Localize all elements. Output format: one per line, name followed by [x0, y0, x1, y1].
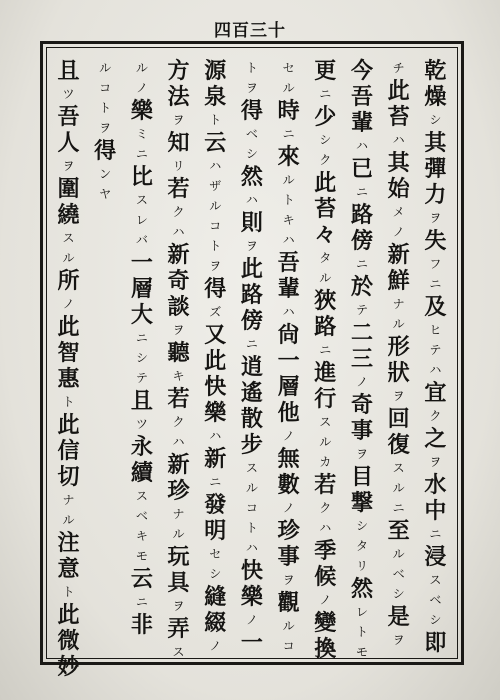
kanji-glyph: 云	[130, 566, 153, 592]
kanji-glyph: 泉	[204, 84, 227, 110]
kanji-glyph: 且	[130, 388, 153, 414]
kana-glyph: リ	[355, 559, 368, 573]
kana-glyph: ト	[99, 101, 112, 115]
vertical-text-block	[50, 58, 454, 680]
kana-glyph: ノ	[392, 225, 405, 239]
text-column-2	[384, 58, 413, 654]
kanji-glyph: 路	[314, 314, 337, 340]
kana-glyph: テ	[355, 303, 368, 317]
kanji-glyph: 換	[314, 636, 337, 662]
kana-glyph: ナ	[62, 493, 75, 507]
text-column-8	[164, 58, 193, 659]
kanji-glyph: 樂	[240, 584, 263, 610]
kana-glyph: ク	[172, 205, 185, 219]
kana-glyph: ベ	[135, 509, 148, 523]
kanji-glyph: 層	[130, 276, 153, 302]
kanji-glyph: 智	[57, 340, 80, 366]
kanji-glyph: 此	[57, 602, 80, 628]
kanji-glyph: 散	[240, 406, 263, 432]
text-column-10	[91, 58, 120, 654]
kana-glyph: ス	[429, 573, 442, 587]
kanji-glyph: 快	[204, 374, 227, 400]
kana-glyph: ト	[62, 395, 75, 409]
kanji-glyph: 新	[167, 452, 190, 478]
text-column-9	[127, 58, 156, 654]
kanji-glyph: 快	[240, 558, 263, 584]
kana-glyph: ス	[319, 415, 332, 429]
kana-glyph: ニ	[245, 337, 258, 351]
kana-glyph: ニ	[282, 127, 295, 141]
kana-glyph: ナ	[172, 507, 185, 521]
kana-glyph: ル	[392, 317, 405, 331]
kanji-glyph: 珍	[277, 518, 300, 544]
kana-glyph: ニ	[135, 595, 148, 609]
kana-glyph: フ	[429, 257, 442, 271]
kana-glyph: ツ	[135, 417, 148, 431]
kanji-glyph: 一	[240, 630, 263, 656]
kana-glyph: ヲ	[392, 633, 405, 647]
kanji-glyph: 法	[167, 84, 190, 110]
kana-glyph: ル	[282, 81, 295, 95]
kanji-glyph: 得	[204, 276, 227, 302]
kana-glyph: ニ	[392, 501, 405, 515]
kanji-glyph: 層	[277, 374, 300, 400]
kanji-glyph: 微	[57, 628, 80, 654]
kanji-glyph: 知	[167, 130, 190, 156]
kana-glyph: ス	[245, 461, 258, 475]
kana-glyph: ハ	[209, 429, 222, 443]
kana-glyph: ヒ	[429, 323, 442, 337]
kana-glyph: ヲ	[245, 239, 258, 253]
kana-glyph: チ	[392, 61, 405, 75]
kana-glyph: ヲ	[429, 211, 442, 225]
kana-glyph: ヲ	[172, 599, 185, 613]
kanji-glyph: 苔	[314, 196, 337, 222]
kana-glyph: ル	[245, 481, 258, 495]
kanji-glyph: 非	[130, 612, 153, 638]
kanji-glyph: 燥	[424, 84, 447, 110]
kanji-glyph: 人	[57, 130, 80, 156]
kanji-glyph: 更	[314, 58, 337, 84]
kanji-glyph: 逍	[240, 354, 263, 380]
kana-glyph: ノ	[135, 81, 148, 95]
kanji-glyph: 目	[350, 464, 373, 490]
kana-glyph: リ	[172, 159, 185, 173]
kana-glyph: ヲ	[355, 447, 368, 461]
kana-glyph: ヲ	[62, 159, 75, 173]
kana-glyph: ク	[429, 409, 442, 423]
kanji-glyph: 宜	[424, 380, 447, 406]
kana-glyph: ノ	[62, 297, 75, 311]
kana-glyph: ハ	[355, 139, 368, 153]
kanji-glyph: 一	[130, 250, 153, 276]
kanji-glyph: 珍	[167, 478, 190, 504]
kanji-glyph: 此	[204, 348, 227, 374]
kanji-glyph: 進	[314, 360, 337, 386]
kanji-glyph: 今	[350, 58, 373, 84]
kanji-glyph: 則	[240, 210, 263, 236]
kanji-glyph: 樂	[204, 400, 227, 426]
kana-glyph: ニ	[319, 87, 332, 101]
kanji-glyph: 少	[314, 104, 337, 130]
kana-glyph: コ	[209, 219, 222, 233]
kana-glyph: ニ	[135, 147, 148, 161]
kanji-glyph: 路	[240, 282, 263, 308]
kana-glyph: ナ	[392, 297, 405, 311]
kana-glyph: ル	[282, 619, 295, 633]
kana-glyph: モ	[135, 549, 148, 563]
kanji-glyph: 鮮	[387, 268, 410, 294]
kana-glyph: ス	[392, 461, 405, 475]
kanji-glyph: 他	[277, 400, 300, 426]
kana-glyph: テ	[429, 343, 442, 357]
kana-glyph: ル	[135, 61, 148, 75]
kana-glyph: ト	[209, 239, 222, 253]
kana-glyph: ス	[172, 645, 185, 659]
kana-glyph: ハ	[282, 305, 295, 319]
kanji-glyph: 此	[240, 256, 263, 282]
kanji-glyph: 惠	[57, 366, 80, 392]
kana-glyph: ス	[62, 231, 75, 245]
kana-glyph: キ	[135, 529, 148, 543]
kana-glyph: カ	[319, 455, 332, 469]
kanji-glyph: 聽	[167, 340, 190, 366]
kanji-glyph: 季	[314, 538, 337, 564]
kanji-glyph: 失	[424, 228, 447, 254]
kana-glyph: シ	[429, 113, 442, 127]
kanji-glyph: 續	[130, 460, 153, 486]
kanji-glyph: 其	[387, 150, 410, 176]
kanji-glyph: 方	[167, 58, 190, 84]
text-column-3	[348, 58, 377, 659]
kanji-glyph: 新	[167, 242, 190, 268]
kanji-glyph: 繞	[57, 202, 80, 228]
kana-glyph: ト	[245, 521, 258, 535]
kanji-glyph: 尙	[277, 322, 300, 348]
kanji-glyph: 且	[57, 58, 80, 84]
kanji-glyph: 意	[57, 556, 80, 582]
kanji-glyph: 明	[204, 518, 227, 544]
kanji-glyph: 々	[314, 222, 337, 248]
kana-glyph: ズ	[209, 305, 222, 319]
kanji-glyph: 弄	[167, 616, 190, 642]
kana-glyph: ル	[392, 481, 405, 495]
kana-glyph: ハ	[209, 159, 222, 173]
kana-glyph: ヲ	[209, 259, 222, 273]
kanji-glyph: 具	[167, 570, 190, 596]
kanji-glyph: 回	[387, 406, 410, 432]
kanji-glyph: 苔	[387, 104, 410, 130]
kana-glyph: シ	[392, 587, 405, 601]
kana-glyph: シ	[355, 519, 368, 533]
kanji-glyph: 觀	[277, 590, 300, 616]
kanji-glyph: 行	[314, 386, 337, 412]
kana-glyph: ク	[172, 415, 185, 429]
text-column-5	[274, 58, 303, 654]
kanji-glyph: 云	[204, 130, 227, 156]
kana-glyph: ノ	[282, 501, 295, 515]
text-column-11	[54, 58, 83, 680]
kanji-glyph: 得	[94, 138, 117, 164]
kanji-glyph: 來	[277, 144, 300, 170]
kanji-glyph: 奇	[167, 268, 190, 294]
kana-glyph: ト	[245, 61, 258, 75]
kana-glyph: ノ	[209, 639, 222, 653]
kana-glyph: ニ	[355, 257, 368, 271]
kanji-glyph: 新	[387, 242, 410, 268]
kana-glyph: ル	[99, 61, 112, 75]
kana-glyph: ベ	[429, 593, 442, 607]
kana-glyph: シ	[209, 567, 222, 581]
kana-glyph: ク	[319, 153, 332, 167]
kanji-glyph: 復	[387, 432, 410, 458]
kana-glyph: ノ	[245, 613, 258, 627]
kana-glyph: メ	[392, 205, 405, 219]
kana-glyph: ク	[319, 501, 332, 515]
kana-glyph: ヲ	[245, 81, 258, 95]
kanji-glyph: 路	[350, 202, 373, 228]
kana-glyph: ル	[62, 513, 75, 527]
kana-glyph: ハ	[245, 193, 258, 207]
kanji-glyph: 即	[424, 630, 447, 656]
kanji-glyph: 玩	[167, 544, 190, 570]
kanji-glyph: 變	[314, 610, 337, 636]
kana-glyph: ン	[99, 167, 112, 181]
kana-glyph: ザ	[209, 179, 222, 193]
kana-glyph: モ	[355, 645, 368, 659]
kanji-glyph: 形	[387, 334, 410, 360]
kanji-glyph: 所	[57, 268, 80, 294]
kanji-glyph: 比	[130, 164, 153, 190]
kanji-glyph: 吾	[57, 104, 80, 130]
kana-glyph: ハ	[172, 225, 185, 239]
kanji-glyph: 切	[57, 464, 80, 490]
kanji-glyph: 事	[350, 418, 373, 444]
kanji-glyph: 數	[277, 472, 300, 498]
kana-glyph: ハ	[245, 541, 258, 555]
kana-glyph: ヲ	[392, 389, 405, 403]
kana-glyph: テ	[135, 371, 148, 385]
kana-glyph: ル	[319, 271, 332, 285]
kana-glyph: ハ	[282, 233, 295, 247]
kanji-glyph: 吾	[277, 250, 300, 276]
kana-glyph: ツ	[62, 87, 75, 101]
kanji-glyph: 至	[387, 518, 410, 544]
kana-glyph: ス	[135, 193, 148, 207]
kanji-glyph: 若	[167, 176, 190, 202]
kanji-glyph: 得	[240, 98, 263, 124]
kanji-glyph: 時	[277, 98, 300, 124]
kanji-glyph: 傍	[240, 308, 263, 334]
kanji-glyph: 乾	[424, 58, 447, 84]
kana-glyph: ニ	[355, 185, 368, 199]
kanji-glyph: 輩	[277, 276, 300, 302]
kanji-glyph: 候	[314, 564, 337, 590]
kanji-glyph: 無	[277, 446, 300, 472]
kana-glyph: ヤ	[99, 187, 112, 201]
kana-glyph: ハ	[319, 521, 332, 535]
kanji-glyph: 信	[57, 438, 80, 464]
kanji-glyph: 談	[167, 294, 190, 320]
kana-glyph: コ	[99, 81, 112, 95]
kanji-glyph: 源	[204, 58, 227, 84]
kana-glyph: セ	[209, 547, 222, 561]
kanji-glyph: 此	[314, 170, 337, 196]
kana-glyph: コ	[245, 501, 258, 515]
kanji-glyph: 發	[204, 492, 227, 518]
kanji-glyph: 縫	[204, 584, 227, 610]
kana-glyph: ベ	[392, 567, 405, 581]
kanji-glyph: 妙	[57, 654, 80, 680]
kanji-glyph: 圍	[57, 176, 80, 202]
kanji-glyph: 事	[277, 544, 300, 570]
kana-glyph: ノ	[282, 429, 295, 443]
kana-glyph: ノ	[319, 593, 332, 607]
kanji-glyph: 始	[387, 176, 410, 202]
kanji-glyph: 撃	[350, 490, 373, 516]
kana-glyph: ト	[62, 585, 75, 599]
text-column-4	[311, 58, 340, 662]
text-column-7	[201, 58, 230, 654]
kanji-glyph: 傍	[350, 228, 373, 254]
kana-glyph: ニ	[429, 277, 442, 291]
kana-glyph: ヲ	[282, 573, 295, 587]
kanji-glyph: 步	[240, 432, 263, 458]
kanji-glyph: 及	[424, 294, 447, 320]
kana-glyph: ニ	[429, 527, 442, 541]
kana-glyph: ル	[282, 173, 295, 187]
kana-glyph: ヲ	[429, 455, 442, 469]
kanji-glyph: 之	[424, 426, 447, 452]
kanji-glyph: 水	[424, 472, 447, 498]
kanji-glyph: 永	[130, 434, 153, 460]
kanji-glyph: 若	[314, 472, 337, 498]
kanji-glyph: 大	[130, 302, 153, 328]
kanji-glyph: 綴	[204, 610, 227, 636]
kanji-glyph: 注	[57, 530, 80, 556]
kana-glyph: ハ	[429, 363, 442, 377]
kanji-glyph: 遙	[240, 380, 263, 406]
kanji-glyph: 三	[350, 346, 373, 372]
kana-glyph: ル	[209, 199, 222, 213]
kana-glyph: ミ	[135, 127, 148, 141]
kana-glyph: ヲ	[172, 323, 185, 337]
kana-glyph: コ	[282, 639, 295, 653]
kanji-glyph: 狹	[314, 288, 337, 314]
kanji-glyph: 若	[167, 386, 190, 412]
kana-glyph: ノ	[355, 375, 368, 389]
kana-glyph: ト	[282, 193, 295, 207]
kana-glyph: レ	[355, 605, 368, 619]
kana-glyph: ベ	[245, 127, 258, 141]
kanji-glyph: 二	[350, 320, 373, 346]
kana-glyph: シ	[135, 351, 148, 365]
kanji-glyph: 新	[204, 446, 227, 472]
kanji-glyph: 然	[240, 164, 263, 190]
kana-glyph: ル	[319, 435, 332, 449]
kana-glyph: ヲ	[172, 113, 185, 127]
kanji-glyph: 已	[350, 156, 373, 182]
kanji-glyph: 吾	[350, 84, 373, 110]
kana-glyph: ハ	[172, 435, 185, 449]
kanji-glyph: 力	[424, 182, 447, 208]
kana-glyph: ル	[392, 547, 405, 561]
kana-glyph: キ	[172, 369, 185, 383]
kana-glyph: ル	[172, 527, 185, 541]
kana-glyph: タ	[355, 539, 368, 553]
kanji-glyph: 是	[387, 604, 410, 630]
kanji-glyph: 浸	[424, 544, 447, 570]
kanji-glyph: 又	[204, 322, 227, 348]
kanji-glyph: 此	[57, 412, 80, 438]
kanji-glyph: 此	[387, 78, 410, 104]
kana-glyph: シ	[429, 613, 442, 627]
kana-glyph: シ	[245, 147, 258, 161]
kanji-glyph: 一	[277, 348, 300, 374]
kana-glyph: ス	[135, 489, 148, 503]
kanji-glyph: 彈	[424, 156, 447, 182]
kana-glyph: ト	[355, 625, 368, 639]
kana-glyph: ニ	[135, 331, 148, 345]
kana-glyph: キ	[282, 213, 295, 227]
kana-glyph: ハ	[392, 133, 405, 147]
kana-glyph: タ	[319, 251, 332, 265]
kanji-glyph: 然	[350, 576, 373, 602]
kanji-glyph: 奇	[350, 392, 373, 418]
kanji-glyph: 輩	[350, 110, 373, 136]
kana-glyph: ヲ	[99, 121, 112, 135]
kana-glyph: シ	[319, 133, 332, 147]
kana-glyph: ト	[209, 113, 222, 127]
kana-glyph: ニ	[319, 343, 332, 357]
kana-glyph: セ	[282, 61, 295, 75]
kana-glyph: ル	[62, 251, 75, 265]
kanji-glyph: 樂	[130, 98, 153, 124]
kana-glyph: レ	[135, 213, 148, 227]
kanji-glyph: 於	[350, 274, 373, 300]
kanji-glyph: 中	[424, 498, 447, 524]
page-number: 四百三十	[214, 21, 286, 41]
kana-glyph: ニ	[209, 475, 222, 489]
text-column-6	[237, 58, 266, 654]
text-column-1	[421, 58, 450, 654]
kanji-glyph: 狀	[387, 360, 410, 386]
kanji-glyph: 其	[424, 130, 447, 156]
kanji-glyph: 此	[57, 314, 80, 340]
kana-glyph: バ	[135, 233, 148, 247]
